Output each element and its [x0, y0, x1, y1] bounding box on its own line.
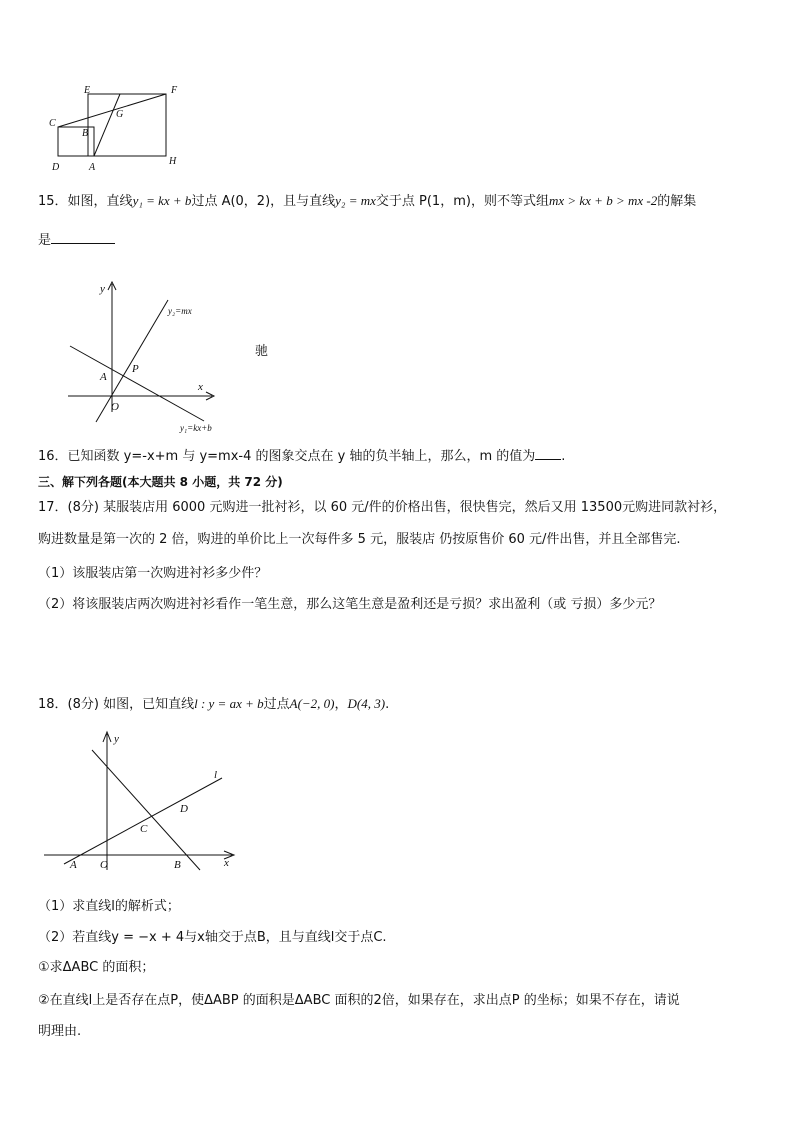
- q18-sub-1: （1）求直线l的解析式；: [38, 899, 180, 914]
- fig14-label-b: B: [82, 128, 89, 139]
- q15-fig-label-y1: y₁=kx+b: [180, 423, 212, 433]
- q15-fig-y-axis: y: [100, 283, 105, 295]
- q18-fig-point-a: A: [70, 859, 77, 871]
- fig14-label-h: H: [169, 156, 177, 167]
- q18-fig-origin: O: [100, 859, 108, 871]
- q17-sub-2: （2）将该服装店两次购进衬衫看作一笔生意，那么这笔生意是盈利还是亏损？求出盈利（或 亏损）多少元？: [38, 597, 662, 612]
- q15-text-b: 过点 A(0，2)，且与直线: [191, 194, 336, 209]
- fig14-label-a: A: [89, 162, 96, 173]
- q18-sub-2b-line-2: 明理由.: [38, 1024, 82, 1039]
- q18-sub-2b-line-1: ②在直线l上是否存在点P，使ΔABP 的面积是ΔABC 面积的2倍，如果存在，求出点P 的坐标；如果不存在，请说: [38, 993, 680, 1008]
- q18-sub-2: （2）若直线y = −x + 4与x轴交于点B，且与直线l交于点C.: [38, 930, 387, 945]
- q15-text-c: 交于点 P(1，m)，则不等式组: [375, 194, 549, 209]
- q15-answer-blank: [51, 229, 115, 244]
- q15-fig-x-axis: x: [198, 381, 203, 393]
- q16-text: 16．已知函数 y=-x+m 与 y=mx-4 的图象交点在 y 轴的负半轴上，那么，m 的值为: [38, 449, 536, 464]
- q18-line-eq: l : y = ax + b: [194, 696, 264, 711]
- fig14-label-e: E: [84, 85, 91, 96]
- q17-line-1: 17．(8分) 某服装店用 6000 元购进一批衬衫，以 60 元/件的价格出售，很快售完，然后又用 13500元购进同款衬衫，: [38, 500, 727, 515]
- q18-point-d: D(4, 3): [347, 696, 386, 711]
- q15-text-e: 是: [38, 233, 52, 248]
- q18-intro-b: 过点: [263, 697, 290, 712]
- q18-separator: ，: [334, 697, 348, 712]
- question-15: [38, 191, 696, 212]
- q15-y1: y₁ = kx + b: [132, 193, 192, 208]
- q18-fig-y-axis: y: [114, 733, 119, 745]
- q18-sub-2a: ①求ΔABC 的面积；: [38, 960, 155, 975]
- q15-fig-label-y2: y₂=mx: [168, 306, 192, 316]
- q15-inequality: mx > kx + b > mx -2: [548, 193, 658, 208]
- section-heading: 三、解下列各题(本大题共 8 小题，共 72 分): [38, 475, 283, 489]
- fig14-label-d: D: [52, 162, 60, 173]
- figure-q15: [60, 278, 240, 436]
- figure-q18: [40, 728, 240, 876]
- q15-fig-origin: O: [111, 401, 119, 413]
- fig14-label-g: G: [116, 109, 124, 120]
- q16-end: .: [561, 449, 566, 464]
- q18-point-a: A(−2, 0): [289, 696, 335, 711]
- q18-intro-a: 18．(8分) 如图，已知直线: [38, 697, 195, 712]
- q18-fig-point-b: B: [174, 859, 181, 871]
- question-16: [38, 445, 565, 467]
- q18-fig-point-c: C: [140, 823, 148, 835]
- question-18: [38, 694, 389, 715]
- q17-sub-1: （1）该服装店第一次购进衬衫多少件？: [38, 566, 268, 581]
- q15-y2: y₂ = mx: [335, 193, 376, 208]
- q18-fig-x-axis: x: [224, 857, 229, 869]
- q15-answer-line: [38, 229, 115, 251]
- q15-fig-point-p: P: [132, 363, 139, 375]
- q18-period: .: [385, 697, 390, 712]
- q17-line-2: 购进数量是第一次的 2 倍，购进的单价比上一次每件多 5 元，服装店 仍按原售价 60 元/件出售，并且全部售完.: [38, 532, 681, 547]
- fig14-label-f: F: [171, 85, 178, 96]
- stray-character: 驰: [255, 344, 269, 359]
- figure-q14: [44, 82, 194, 174]
- fig14-label-c: C: [49, 118, 56, 129]
- q15-number: 15．: [38, 194, 68, 209]
- q18-fig-line-l: l: [214, 769, 218, 781]
- q15-text-a: 如图，直线: [67, 194, 133, 209]
- q15-fig-point-a: A: [100, 371, 107, 383]
- q16-answer-blank: [535, 445, 561, 460]
- q15-text-d: 的解集: [657, 194, 697, 209]
- q18-fig-point-d: D: [180, 803, 188, 815]
